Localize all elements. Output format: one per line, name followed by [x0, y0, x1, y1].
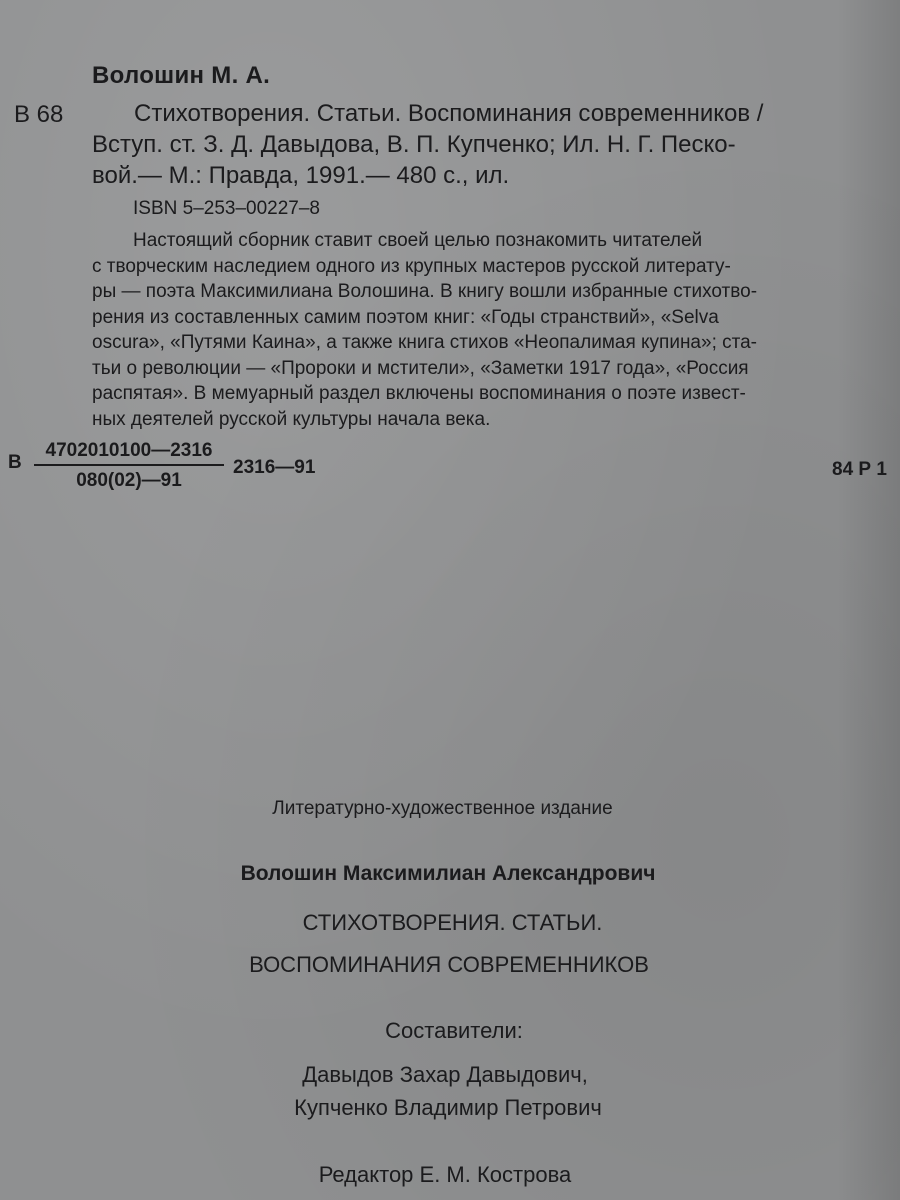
catalog-letter: В	[8, 452, 22, 473]
editor-credit	[0, 1162, 900, 1188]
edition-type	[0, 798, 900, 820]
compiler-name	[0, 1062, 900, 1088]
biblio-line: вой.— М.: Правда, 1991.— 480 с., ил.	[92, 162, 510, 189]
annotation-line: тьи о революции — «Пророки и мстители», «Заметки 1917 года», «Россия	[92, 357, 749, 379]
annotation-line: ных деятелей русской культуры начала века.	[92, 408, 491, 430]
library-code: В 68	[14, 101, 64, 128]
fraction-bar	[34, 464, 224, 466]
bibliographic-description	[92, 98, 892, 191]
book-title-line-2	[0, 952, 900, 978]
annotation-line: рения из составленных самим поэтом книг: «Годы странствий», «Selva	[92, 306, 719, 328]
biblio-line: Стихотворения. Статьи. Воспоминания современников /	[134, 100, 764, 127]
author-heading: Волошин М. А.	[92, 62, 271, 89]
annotation-paragraph	[92, 228, 892, 432]
annotation-line: с творческим наследием одного из крупных мастеров русской литерату-	[92, 255, 731, 277]
book-title-line-1-text: СТИХОТВОРЕНИЯ. СТАТЬИ.	[302, 910, 603, 935]
compilers-label	[0, 1018, 900, 1044]
author-full-name	[0, 862, 900, 886]
order-number: 2316—91	[233, 457, 316, 478]
annotation-line: ры — поэта Максимилиана Волошина. В книгу вошли избранные стихотво-	[92, 281, 758, 302]
annotation-line: Настоящий сборник ставит своей целью познакомить читателей	[133, 230, 703, 251]
edition-type-text: Литературно-художественное издание	[272, 798, 613, 819]
annotation-line: oscura», «Путями Каина», а также книга стихов «Неопалимая купина»; ста-	[92, 332, 758, 353]
author-full-name-text: Волошин Максимилиан Александрович	[240, 862, 656, 885]
catalog-denominator: 080(02)—91	[76, 470, 182, 491]
isbn: ISBN 5–253–00227–8	[133, 198, 320, 219]
compilers-label-text: Составители:	[385, 1018, 523, 1043]
bbk-code: 84 Р 1	[832, 459, 887, 480]
annotation-line: распятая». В мемуарный раздел включены воспоминания о поэте извест-	[92, 383, 746, 404]
compiler-name	[0, 1095, 900, 1121]
catalog-fraction	[34, 440, 224, 492]
compiler-name-text: Давыдов Захар Давыдович,	[302, 1062, 588, 1087]
compiler-name-text: Купченко Владимир Петрович	[294, 1095, 602, 1120]
catalog-numerator: 4702010100—2316	[45, 440, 213, 461]
book-title-line-1	[0, 910, 900, 936]
editor-credit-text: Редактор Е. М. Кострова	[318, 1162, 572, 1187]
book-title-line-2-text: ВОСПОМИНАНИЯ СОВРЕМЕННИКОВ	[249, 952, 649, 977]
biblio-line: Вступ. ст. З. Д. Давыдова, В. П. Купченко; Ил. Н. Г. Песко-	[92, 131, 736, 158]
